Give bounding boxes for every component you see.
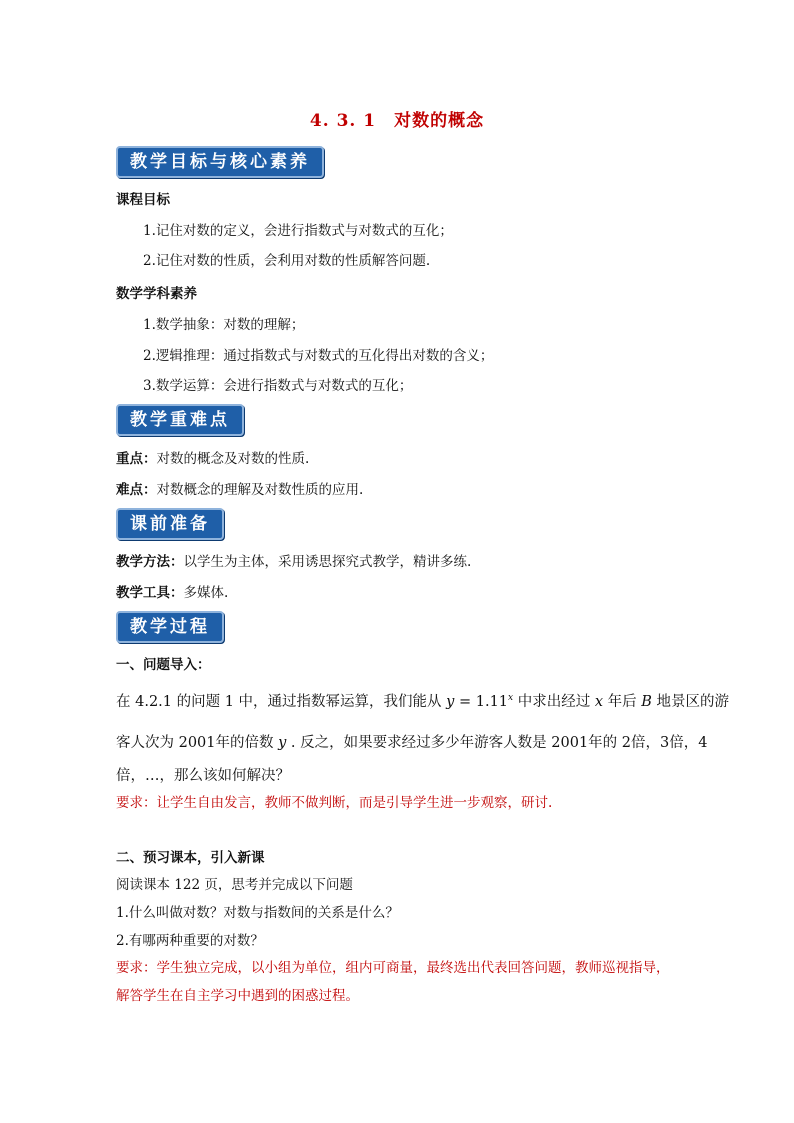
math-var: y (446, 694, 455, 710)
literacy-heading: 数学学科素养 (116, 286, 197, 302)
focus-label: 重点： (116, 451, 157, 467)
difficulty-text: 对数概念的理解及对数性质的应用. (156, 482, 364, 498)
text: 在 4.2.1 的问题 1 中，通过指数幂运算，我们能从 (116, 694, 447, 710)
tools-line (116, 581, 228, 601)
section1-paragraph-line2 (116, 731, 707, 752)
tools-label: 教学工具： (116, 585, 184, 601)
section1-requirement: 要求：让学生自由发言，教师不做判断，而是引导学生进一步观察，研讨. (116, 795, 553, 811)
banner-goals: 教学目标与核心素养 (116, 146, 324, 178)
difficulty-label: 难点： (116, 482, 157, 498)
text: = 1.11 (454, 694, 509, 710)
banner-process: 教学过程 (116, 611, 224, 643)
text: 客人次为 2001年的倍数 (116, 735, 279, 751)
literacy-item: 2.逻辑推理：通过指数式与对数式的互化得出对数的含义； (143, 348, 494, 364)
section2-heading: 二、预习课本，引入新课 (116, 850, 265, 866)
math-var: y (278, 735, 287, 751)
text: . 反之，如果要求经过多少年游客人数是 2001年的 2倍，3倍，4 (286, 735, 708, 751)
section1-heading: 一、问题导入： (116, 657, 211, 673)
course-goals-heading: 课程目标 (116, 192, 170, 208)
section2-requirement-line2: 解答学生在自主学习中遇到的困惑过程。 (116, 988, 359, 1004)
section1-paragraph-line3: 倍，…，那么该如何解决？ (116, 768, 290, 784)
math-var: B (641, 694, 652, 710)
tools-text: 多媒体. (183, 585, 229, 601)
method-text: 以学生为主体，采用诱思探究式教学，精讲多练. (183, 554, 472, 570)
text: 地景区的游 (651, 694, 729, 710)
method-label: 教学方法： (116, 554, 184, 570)
difficulty-line (116, 478, 363, 498)
literacy-item: 1.数学抽象：对数的理解； (143, 317, 305, 333)
banner-key-points: 教学重难点 (116, 404, 244, 436)
math-exponent: x (508, 693, 514, 704)
course-goal-item: 2.记住对数的性质，会利用对数的性质解答问题. (143, 253, 431, 269)
section2-requirement-line1: 要求：学生独立完成，以小组为单位，组内可商量，最终选出代表回答问题，教师巡视指导， (116, 960, 670, 976)
section2-intro: 阅读课本 122 页，思考并完成以下问题 (116, 877, 353, 893)
section2-question: 1.什么叫做对数？对数与指数间的关系是什么？ (116, 905, 399, 921)
method-line (116, 550, 471, 570)
course-goal-item: 1.记住对数的定义，会进行指数式与对数式的互化； (143, 223, 453, 239)
banner-prep: 课前准备 (116, 508, 224, 540)
focus-line (116, 447, 309, 467)
math-var: x (594, 694, 604, 710)
page-title: 4. 3. 1 对数的概念 (309, 111, 485, 131)
section1-paragraph-line1 (116, 690, 729, 711)
focus-text: 对数的概念及对数的性质. (156, 451, 310, 467)
text: 年后 (603, 694, 642, 710)
literacy-item: 3.数学运算：会进行指数式与对数式的互化； (143, 378, 413, 394)
section2-question: 2.有哪两种重要的对数？ (116, 933, 264, 949)
text: 中求出经过 (513, 694, 595, 710)
